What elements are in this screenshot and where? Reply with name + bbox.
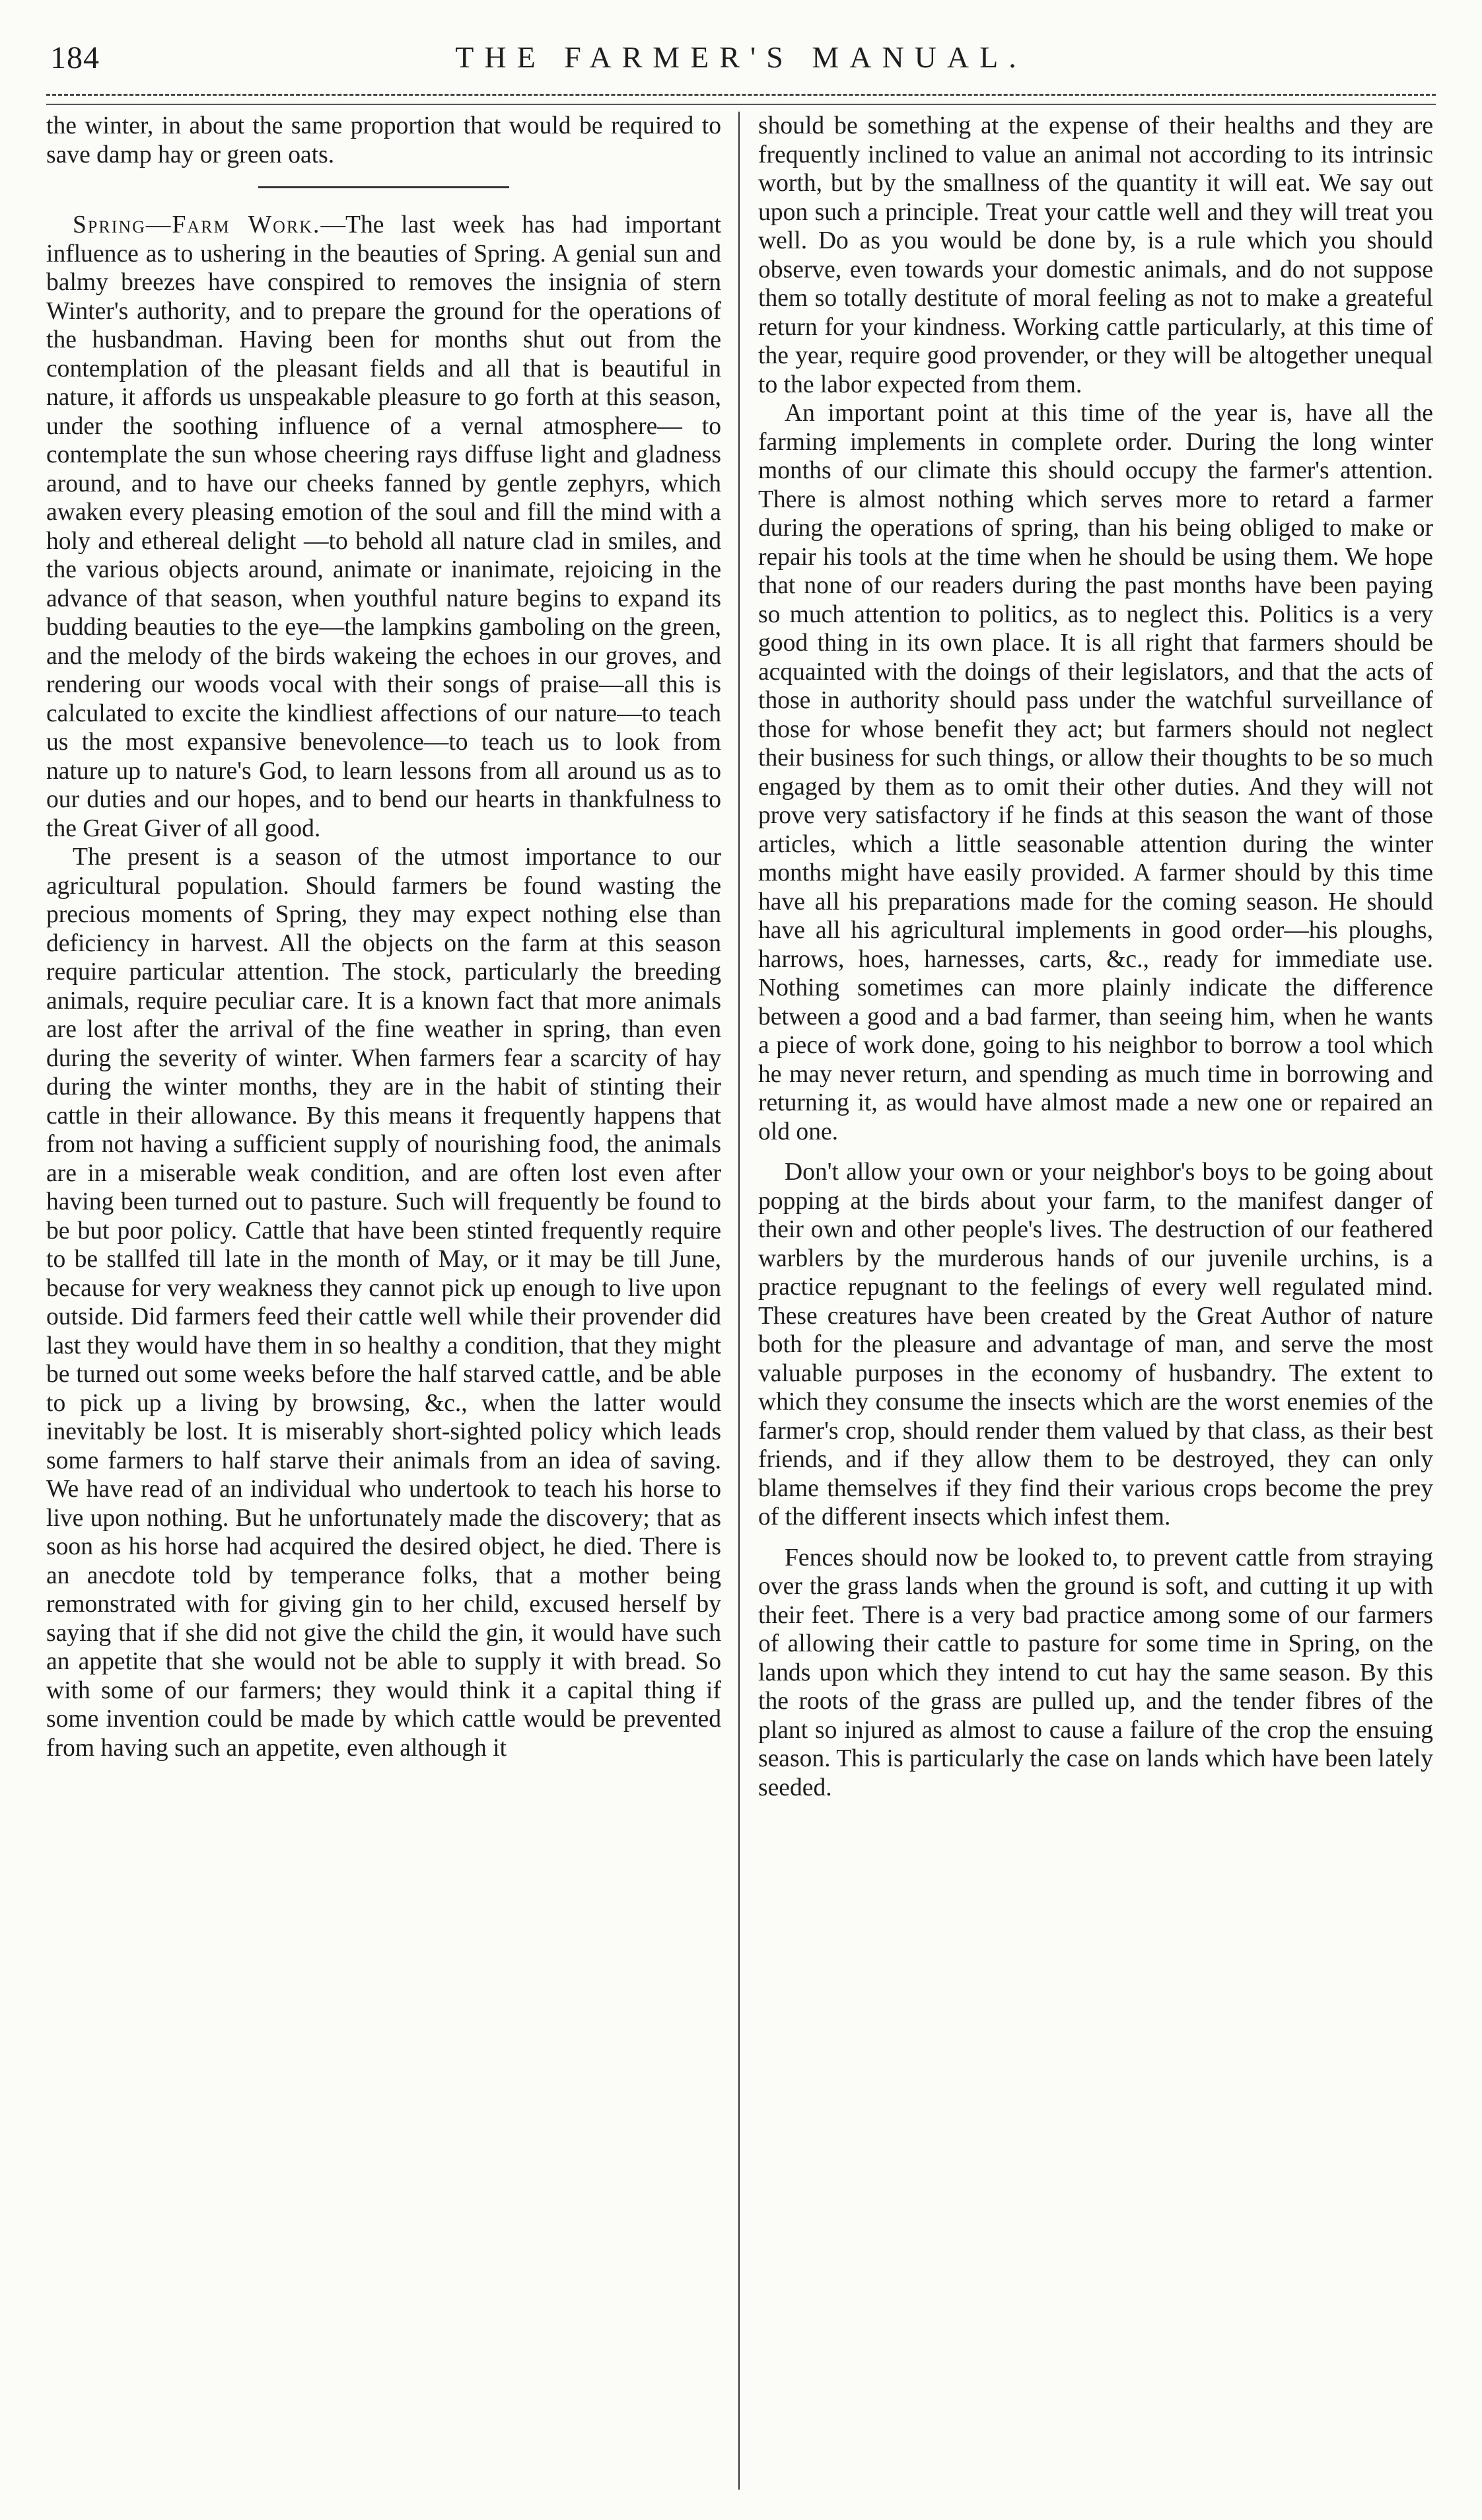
newspaper-page: [46, 40, 1436, 2497]
right-paragraph-4: Fences should now be looked to, to prevent cattle from straying over the grass lands when the ground is soft, and cutting it up with their feet. There is a very bad practice among some of our farmers of allowing their cattle to pasture for some time in Spring, on the lands upon which they intend to cut hay the same season. By this the roots of the grass are pulled up, and the tender fibres of the plant so injured as almost to cause a failure of the crop the ensuing season. This is particularly the case on lands which have been lately seeded.: [758, 1544, 1433, 1801]
spring-paragraph-1-text: —The last week has had important influence as to ushering in the beauties of Spring. A genial sun and balmy breezes have conspired to removes the insignia of stern Winter's authority, and to prepare the ground for the operations of the husbandman. Having been for months shut out from the contemplation of the pleasant fields and all that is beautiful in nature, it affords us unspeakable pleasure to go forth at this season, under the soothing influence of a vernal atmosphere— to contemplate the sun whose cheering rays diffuse light and gladness around, and to have our cheeks fanned by gentle zephyrs, which awaken every pleasing emotion of the soul and fill the mind with a holy and ethereal delight —to behold all nature clad in smiles, and the various objects around, animate or inanimate, rejoicing in the advance of that season, when youthful nature begins to expand its budding beauties to the eye—the lampkins gamboling on the green, and the melody of the birds wakeing the echoes in our groves, and rendering our woods vocal with their songs of praise—all this is calculated to excite the kindliest affections of our nature—to teach us the most expansive benevolence—to teach us to look from nature up to nature's God, to learn lessons from all around us as to our duties and our hopes, and to bend our hearts in thankfulness to the Great Giver of all good.: [46, 211, 721, 842]
spring-paragraph-1: [46, 211, 721, 843]
section-heading: Spring—Farm Work.: [73, 211, 321, 238]
journal-title: THE FARMER'S MANUAL.: [455, 40, 1027, 74]
column-divider: [738, 112, 740, 2490]
right-paragraph-2: An important point at this time of the year is, have all the farming implements in complete order. During the long winter months of our climate this should occupy the farmer's attention. There is almost nothing which serves more to retard a farmer during the operations of spring, than his being obliged to make or repair his tools at the time when he should be using them. We hope that none of our readers during the past months have been paying so much attention to politics, as to neglect this. Politics is a very good thing in its own place. It is all right that farmers should be acquainted with the doings of their legislators, and that the acts of those in authority should pass under the watchful surveillance of those for whose benefit they act; but farmers should not neglect their business for such things, or allow their thoughts to be so much engaged by them as to omit their other duties. And they will not prove very satisfactory if he finds at this season the want of those articles, which a little seasonable attention during the winter months might have easily provided. A farmer should by this time have all his preparations made for the coming season. He should have all his agricultural implements in good order—his ploughs, harrows, hoes, harnesses, carts, &c., ready for immediate use. Nothing sometimes can more plainly indicate the difference between a good and a bad farmer, than seeing him, when he wants a piece of work done, going to his neighbor to borrow a tool which he may never return, and spending as much time in borrowing and returning it, as would have almost made a new one or repaired an old one.: [758, 400, 1433, 1145]
continuation-paragraph: the winter, in about the same proportion that would be required to save damp hay or green oats.: [46, 112, 721, 168]
left-column: [46, 112, 721, 2496]
running-head: [46, 40, 1436, 87]
article-columns: [46, 112, 1436, 2496]
right-column: [758, 112, 1433, 2496]
header-rule: [46, 94, 1436, 105]
right-paragraph-3: Don't allow your own or your neighbor's boys to be going about popping at the birds about your farm, to the manifest danger of their own and other people's lives. The destruction of our feathered warblers by the murderous hands of our juvenile urchins, is a practice repugnant to the feelings of every well regulated mind. These creatures have been created by the Great Author of nature both for the pleasure and advantage of man, and serve the most valuable purposes in the economy of husbandry. The extent to which they consume the insects which are the worst enemies of the farmer's crop, should render them valued by that class, as their best friends, and if they allow them to be destroyed, they can only blame themselves if they find their various crops become the prey of the different insects which infest them.: [758, 1159, 1433, 1530]
page-number: 184: [50, 40, 100, 75]
right-paragraph-1: should be something at the expense of their healths and they are frequently inclined to value an animal not according to its intrinsic worth, but by the smallness of the quantity it will eat. We say out upon such a principle. Treat your cattle well and they will treat you well. Do as you would be done by, is a rule which you should observe, even towards your domestic animals, and do not suppose them so totally destitute of moral feeling as not to make a greateful return for your kindness. Working cattle particularly, at this time of the year, require good provender, or they will be altogether unequal to the labor expected from them.: [758, 112, 1433, 398]
section-separator: [258, 186, 509, 188]
spring-paragraph-2: The present is a season of the utmost importance to our agricultural population. Should farmers be found wasting the precious moments of Spring, they may expect nothing else than deficiency in harvest. All the objects on the farm at this season require particular attention. The stock, particularly the breeding animals, require peculiar care. It is a known fact that more animals are lost after the arrival of the fine weather in spring, than even during the severity of winter. When farmers fear a scarcity of hay during the winter months, they are in the habit of stinting their cattle in their allowance. By this means it frequently happens that from not having a sufficient supply of nourishing food, the animals are in a miserable weak condition, and are often lost even after having been turned out to pasture. Such will frequently be found to be but poor policy. Cattle that have been stinted frequently require to be stallfed till late in the month of May, or it may be till June, because for very weakness they cannot pick up enough to live upon outside. Did farmers feed their cattle well while their provender did last they would have them in so healthy a condition, that they might be turned out some weeks before the half starved cattle, and be able to pick up a living by browsing, &c., when the latter would inevitably be lost. It is miserably short-sighted policy which leads some farmers to half starve their animals from an idea of saving. We have read of an individual who undertook to teach his horse to live upon nothing. But he unfortunately made the discovery; that as soon as his horse had acquired the desired object, he died. There is an anecdote told by temperance folks, that a mother being remonstrated with for giving gin to her child, excused herself by saying that if she did not give the child the gin, it would have such an appetite that she would not be able to supply it with bread. So with some of our farmers; they would think it a capital thing if some invention could be made by which cattle would be prevented from having such an appetite, even although it: [46, 844, 721, 1762]
